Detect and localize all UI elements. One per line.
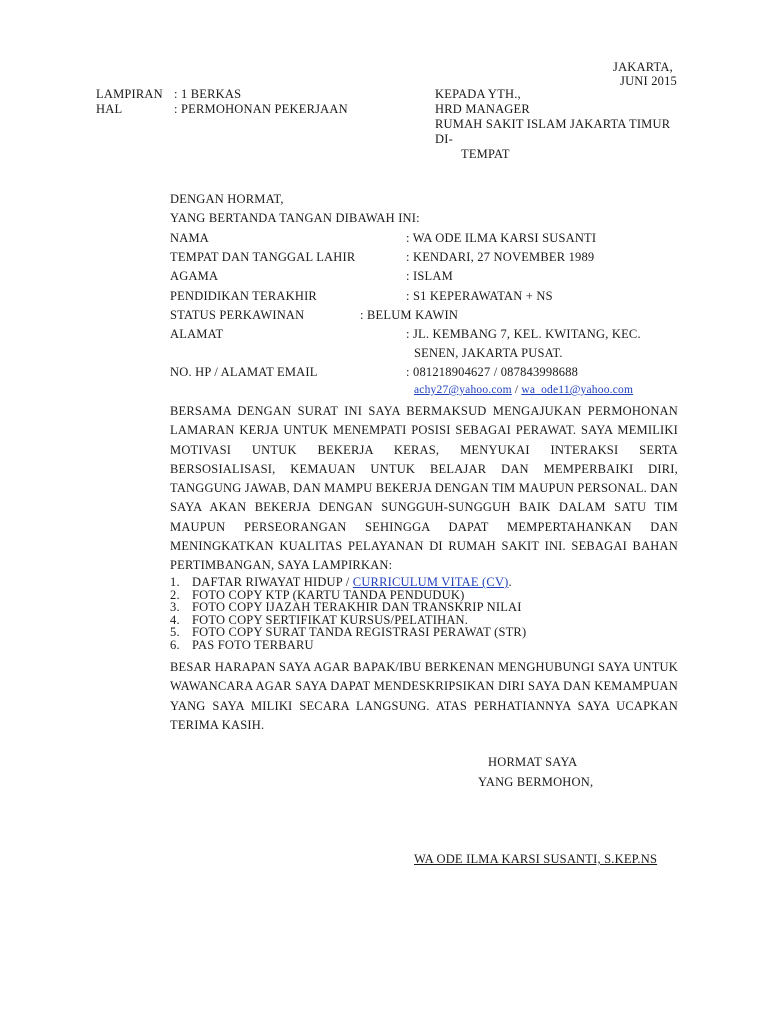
field-label: STATUS PERKAWINAN bbox=[170, 308, 305, 322]
recipient-line-3: RUMAH SAKIT ISLAM JAKARTA TIMUR bbox=[435, 117, 671, 131]
field-value: : 081218904627 / 087843998688 bbox=[406, 365, 579, 379]
list-text: PAS FOTO TERBARU bbox=[192, 637, 314, 652]
list-number: 2. bbox=[170, 587, 180, 602]
list-text: FOTO COPY KTP (KARTU TANDA PENDUDUK) bbox=[192, 587, 465, 602]
greeting: DENGAN HORMAT, bbox=[170, 192, 284, 206]
field-label: NO. HP / ALAMAT EMAIL bbox=[170, 365, 318, 379]
list-text: DAFTAR RIWAYAT HIDUP / bbox=[192, 575, 353, 589]
signature-name: WA ODE ILMA KARSI SUSANTI, S.KEP.NS bbox=[414, 852, 658, 866]
list-text: FOTO COPY SERTIFIKAT KURSUS/PELATIHAN. bbox=[192, 612, 469, 627]
lampiran-value: : 1 BERKAS bbox=[174, 87, 242, 101]
list-tail: . bbox=[508, 575, 512, 589]
field-label: ALAMAT bbox=[170, 327, 224, 341]
list-text: FOTO COPY SURAT TANDA REGISTRASI PERAWAT (STR) bbox=[192, 625, 527, 640]
recipient-line-4: DI- bbox=[435, 132, 453, 146]
email-link-2[interactable]: wa_ode11@yahoo.com bbox=[521, 384, 634, 396]
email-link-1[interactable]: achy27@yahoo.com bbox=[414, 384, 512, 396]
field-value: : JL. KEMBANG 7, KEL. KWITANG, KEC. bbox=[406, 327, 641, 341]
list-number: 6. bbox=[170, 637, 180, 652]
field-label: NAMA bbox=[170, 231, 209, 245]
field-label: TEMPAT DAN TANGGAL LAHIR bbox=[170, 250, 356, 264]
field-value: : WA ODE ILMA KARSI SUSANTI bbox=[406, 231, 597, 245]
list-number: 4. bbox=[170, 612, 180, 627]
list-number: 5. bbox=[170, 625, 180, 640]
field-value: : BELUM KAWIN bbox=[360, 308, 459, 322]
list-number: 1. bbox=[170, 575, 180, 589]
place-text: JAKARTA, bbox=[613, 60, 673, 74]
field-value: : ISLAM bbox=[406, 269, 453, 283]
field-value: SENEN, JAKARTA PUSAT. bbox=[414, 346, 563, 360]
field-label: PENDIDIKAN TERAKHIR bbox=[170, 289, 317, 303]
body-paragraph-1: BERSAMA DENGAN SURAT INI SAYA BERMAKSUD MENGAJUKAN PERMOHONAN LAMARAN KERJA UNTUK MENEMPATI POSISI SEBAGAI PERAWAT. SAYA MEMILIKI MOTIVASI UNTUK BEKERJA KERAS, MENYUKAI INTERAKSI SERTA BERSOSIALISASI, KEMAUAN UNTUK BELAJAR DAN MEMPERBAIKI DIRI, TANGGUNG JAWAB, DAN MAMPU BEKERJA DENGAN TIM MAUPUN PERSONAL. DAN SAYA AKAN BEKERJA DENGAN SUNGGUH-SUNGGUH BAIK DALAM SATU TIM MAUPUN PERSEORANGAN SEHINGGA DAPAT MEMPERTAHANKAN DAN MENINGKATKAN KUALITAS PELAYANAN DI RUMAH SAKIT INI. SEBAGAI BAHAN PERTIMBANGAN, SAYA LAMPIRKAN: bbox=[170, 404, 678, 573]
attachment-list bbox=[170, 576, 526, 652]
hal-label: HAL bbox=[96, 102, 123, 116]
email-line bbox=[414, 384, 633, 396]
list-item bbox=[170, 639, 526, 652]
intro-line: YANG BERTANDA TANGAN DIBAWAH INI: bbox=[170, 211, 420, 225]
cv-link[interactable]: CURRICULUM VITAE (CV) bbox=[352, 575, 509, 589]
recipient-line-1: KEPADA YTH., bbox=[435, 87, 521, 101]
closing-line-1: HORMAT SAYA bbox=[488, 755, 578, 769]
email-separator: / bbox=[511, 384, 522, 396]
list-text: FOTO COPY IJAZAH TERAKHIR DAN TRANSKRIP NILAI bbox=[192, 600, 522, 615]
field-label: AGAMA bbox=[170, 269, 219, 283]
field-value: : KENDARI, 27 NOVEMBER 1989 bbox=[406, 250, 595, 264]
list-number: 3. bbox=[170, 600, 180, 615]
lampiran-label: LAMPIRAN bbox=[96, 87, 163, 101]
body-paragraph-2: BESAR HARAPAN SAYA AGAR BAPAK/IBU BERKENAN MENGHUBUNGI SAYA UNTUK WAWANCARA AGAR SAYA DAPAT MENDESKRIPSIKAN DIRI SAYA DAN KEMAMPUAN YANG SAYA MILIKI SECARA LANGSUNG. ATAS PERHATIANNYA SAYA UCAPKAN TERIMA KASIH. bbox=[170, 660, 678, 732]
closing-line-2: YANG BERMOHON, bbox=[478, 775, 594, 789]
recipient-line-2: HRD MANAGER bbox=[435, 102, 530, 116]
hal-value: : PERMOHONAN PEKERJAAN bbox=[174, 102, 348, 116]
recipient-line-5: TEMPAT bbox=[461, 147, 510, 161]
date-text: JUNI 2015 bbox=[620, 74, 678, 88]
field-value: : S1 KEPERAWATAN + NS bbox=[406, 289, 553, 303]
